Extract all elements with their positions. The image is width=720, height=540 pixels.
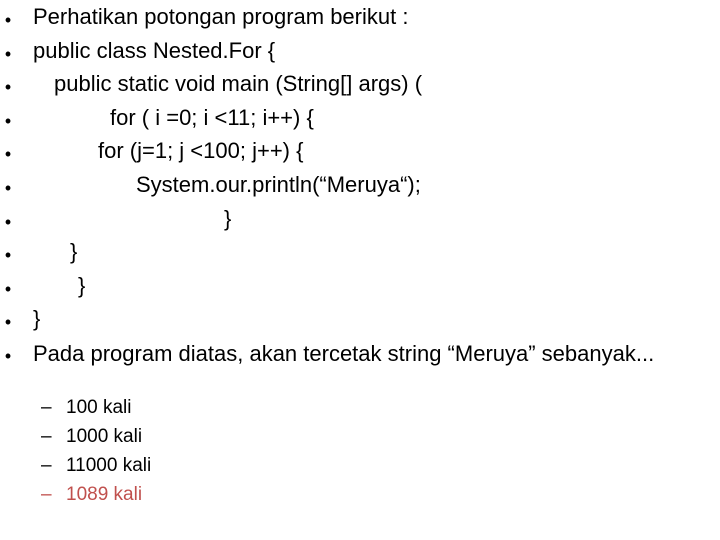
- bullet-icon: •: [4, 10, 12, 30]
- bullet-icon: •: [4, 110, 12, 131]
- code-line: }: [33, 306, 41, 332]
- list-item: [0, 239, 720, 273]
- bullet-icon: •: [4, 77, 12, 98]
- bullet-icon: •: [4, 278, 12, 299]
- bullet-icon: •: [4, 144, 12, 165]
- list-item: [0, 273, 720, 307]
- option-text: 100 kali: [66, 397, 132, 418]
- bullet-icon: •: [4, 245, 12, 266]
- option-item: [0, 454, 720, 483]
- list-item: [0, 38, 720, 72]
- dash-icon: –: [41, 397, 52, 418]
- option-text: 1089 kali: [66, 484, 143, 505]
- intro-text: Perhatikan potongan program berikut :: [33, 4, 409, 29]
- list-item: [0, 172, 720, 206]
- code-line: }: [78, 272, 86, 298]
- bullet-icon: •: [4, 312, 12, 333]
- option-item: [0, 396, 720, 425]
- code-bullet-list: [0, 4, 720, 396]
- code-line: }: [70, 239, 78, 265]
- option-item: [0, 425, 720, 454]
- answer-options: [0, 396, 720, 512]
- code-line: public class Nested.For {: [33, 37, 276, 63]
- code-line: }: [224, 205, 232, 231]
- option-item-highlighted: [0, 483, 720, 512]
- option-text: 11000 kali: [66, 455, 152, 476]
- list-item: [0, 306, 720, 340]
- list-item: [0, 138, 720, 172]
- bullet-icon: •: [4, 177, 12, 198]
- list-item: [0, 340, 720, 396]
- dash-icon: –: [41, 484, 52, 505]
- bullet-icon: •: [4, 211, 12, 232]
- code-line: for ( i =0; i <11; i++) {: [110, 104, 314, 130]
- code-line: System.our.println(“Meruya“);: [136, 171, 421, 197]
- question-text: Pada program diatas, akan tercetak string “Meruya” sebanyak...: [33, 340, 655, 366]
- dash-icon: –: [41, 455, 52, 476]
- bullet-icon: •: [4, 345, 12, 366]
- code-line: for (j=1; j <100; j++) {: [98, 138, 304, 164]
- list-item: [0, 206, 720, 240]
- option-text: 1000 kali: [66, 426, 143, 447]
- list-item: [0, 4, 720, 38]
- bullet-icon: •: [4, 43, 12, 64]
- list-item: [0, 71, 720, 105]
- list-item: [0, 105, 720, 139]
- code-line: public static void main (String[] args) (: [54, 71, 423, 97]
- dash-icon: –: [41, 426, 52, 447]
